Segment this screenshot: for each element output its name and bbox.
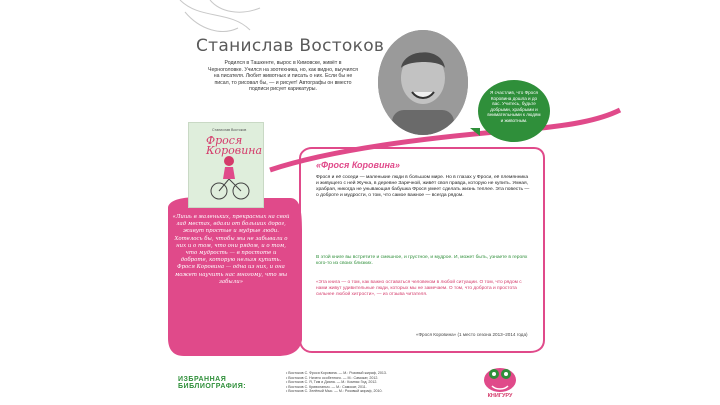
speech-bubble: Я счастлив, что Фрося Коровина дошла и до вас. Учитесь, будьте добрыми, храбрыми и внимательными к людям и животным. — [478, 80, 550, 142]
list-item: • Востоков С. Криволапыч. — М.: Самокат, 2011. — [286, 384, 367, 389]
author-name: Станислав Востоков — [196, 36, 385, 56]
author-photo — [378, 30, 468, 135]
section-heading: «Фрося Коровина» — [316, 160, 400, 170]
book-title — [206, 136, 262, 156]
bibliography-list — [286, 371, 476, 394]
sketch-branch — [180, 0, 260, 31]
book-author: Станислав Востоков — [212, 128, 247, 132]
brand-line2: БИБЛИОГРАФИЯ: — [178, 383, 247, 390]
award-source: «Фрося Коровина» (1 место сезона 2013–2014 года) — [416, 332, 528, 337]
paragraph-highlight: В этой книге вы встретите и смешное, и грустное, и мудрое. И, может быть, узнаете в героях кого-то из своих близких. — [316, 255, 528, 266]
bibliography-heading — [178, 376, 246, 390]
paragraph-review: «Эта книга — о том, как важно оставаться человеком в любой ситуации. О том, что рядом с нами живут удивительные люди, которых мы не замечаем. О том, что доброта и простота сильнее любой хитрости», — из отзыва читателя. — [316, 280, 522, 297]
author-bio: Родился в Ташкенте, вырос в Кимовске, живёт в Черноголовке. Учился на зоотехника, но, как видно, выучился на писателя. Любит животных и писать о них. Если бы не писал, то рисовал бы, — и рисует! Автографы он вместо подписи рисует карикатуры. — [208, 60, 358, 93]
author-quote: «Лишь в маленьких, прекрасных на свой лад местах, вдали от больших дорог, живут простые и мудрые люди. Хотелось бы, чтобы мы не забывали о них и о том, что они рядом, и о том, что мудрость — в простоте и доброте, которую нельзя купить. Фрося Коровина — одна из них, и она может научить нас многому, что мы забыли» — [172, 214, 290, 285]
speech-bubble-tail — [470, 128, 480, 136]
brand-line1: ИЗБРАННАЯ — [178, 376, 227, 383]
list-item: • Востоков С. Фрося Коровина. — М.: Розовый жираф, 2013. — [286, 371, 387, 375]
book-title-line1: Фрося — [206, 134, 243, 147]
list-item: • Востоков С. Я, Тим и Диана. — М.: Компас Гид, 2012. — [286, 380, 378, 385]
paragraph-description: Фрося и её соседи — маленькие люди в большом мире. Но в глазах у Фроси, её племянника и живущего с ней Жучка, в деревне Заречной, живёт своя правда, которую не купить. Умная, храбрая, никогда не унывающая бабушка Фрося умеет сделать жизнь теплее. Эта повесть — о доброте и мудрости, о том, что самое важное — всегда рядом. — [316, 175, 530, 198]
logo-text: КНИГУРУ — [487, 393, 513, 399]
portrait-illustration — [378, 30, 468, 135]
book-title-line2: Коровина — [206, 144, 263, 157]
list-item: • Востоков С. Ничего особенного. — М.: Самокат, 2012. — [286, 375, 379, 380]
list-item: • Востоков С. Зелёный Мыс. — М.: Розовый жираф, 2010. — [286, 389, 383, 394]
kniguru-logo-icon — [478, 360, 522, 396]
